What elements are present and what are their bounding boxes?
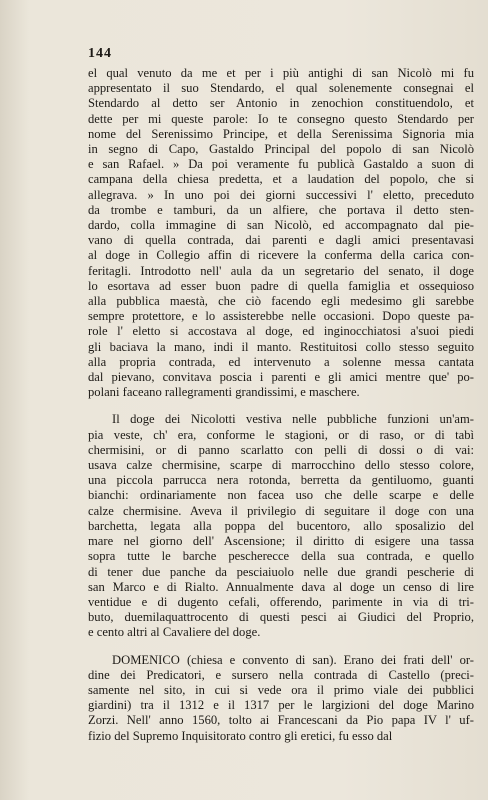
- text-line: alla pubblica maestà, che ciò facendo egli medesimo gli sarebbe: [88, 294, 474, 309]
- text-line: chermisini, or di panno scarlatto con pelli di dossi o di vai:: [88, 442, 474, 457]
- text-line: in segno di Capo, Gastaldo Principal del popolo di san Nicolò: [88, 142, 474, 157]
- text-line: dardo, colla immagine di san Nicolò, ed accompagnato dal pie-: [88, 218, 474, 233]
- text-line: samente nel sito, in cui si vede ora il primo viale dei pubblici: [88, 682, 474, 697]
- text-line: DOMENICO (chiesa e convento di san). Erano dei frati dell' or-: [112, 652, 474, 667]
- text-line: lo esortava ad esser buon padre di quella famiglia et ossequioso: [88, 278, 474, 293]
- paragraph: [88, 653, 474, 744]
- text-line: polani faceano rallegramenti grandissimi, e maschere.: [88, 385, 360, 400]
- text-line: giardini) tra il 1312 e il 1317 per le largizioni del doge Marino: [88, 698, 474, 713]
- text-line: dal pievano, convitava poscia i parenti e gli amici mentre que' po-: [88, 370, 474, 385]
- paragraph-gap: [88, 641, 474, 653]
- text-line: san Marco e di Rialto. Annualmente dava al doge un censo di lire: [88, 579, 474, 594]
- text-line: bianchi: ordinariamente non facea uso che delle scarpe e delle: [88, 488, 474, 503]
- text-line: vano di quella contrada, dai parenti e dagli amici presentavasi: [88, 233, 474, 248]
- text-line: fizio del Supremo Inquisitorato contro gli eretici, fu esso dal: [88, 728, 393, 743]
- text-line: e cento altri al Cavaliere del doge.: [88, 625, 261, 640]
- page-text: [88, 66, 474, 744]
- text-line: calze chermisine. Aveva il privilegio di seguitare il doge con una: [88, 503, 474, 518]
- text-line: Zorzi. Nell' anno 1560, tolto ai Francescani da Pio papa IV l' uf-: [88, 713, 474, 728]
- text-line: nome del Serenissimo Principe, et della Serenissima Signoria mia: [88, 126, 474, 141]
- text-line: alla propria contrada, ed intervenuto a solenne messa cantata: [88, 354, 474, 369]
- text-line: usava calze chermisine, scarpe di marrocchino dello stesso colore,: [88, 458, 474, 473]
- paragraph-gap: [88, 400, 474, 412]
- text-line: di tener due panche da pesciaiuolo nelle due grandi pescherie di: [88, 564, 474, 579]
- text-line: el qual venuto da me et per i più antighi di san Nicolò mi fu: [88, 66, 474, 80]
- text-line: feritagli. Introdotto nell' aula da un segretario del senato, il doge: [88, 263, 474, 278]
- paragraph: [88, 66, 474, 400]
- page-number: 144: [88, 46, 112, 61]
- text-line: pia veste, ch' era, conforme le stagioni, or di raso, or di tabì: [88, 427, 474, 442]
- text-line: buto, duemilaquattrocento di questi pesci ai Giudici del Proprio,: [88, 610, 474, 625]
- text-line: sempre protettore, e lo assisterebbe nelle occasioni. Dopo queste pa-: [88, 309, 474, 324]
- text-line: allegrava. » In uno poi dei giorni successivi l' eletto, preceduto: [88, 187, 474, 202]
- text-line: Stendardo al detto ser Antonio in zenochion constituendolo, et: [88, 96, 474, 111]
- paragraph: [88, 412, 474, 640]
- text-line: e san Rafael. » Da poi veramente fu publicà Gastaldo a suon di: [88, 157, 474, 172]
- text-line: da trombe e tamburi, da un alfiere, che portava il detto sten-: [88, 202, 474, 217]
- text-line: appresentato il suo Stendardo, el qual solenemente consegnai el: [88, 81, 474, 96]
- text-line: ventidue e di dugento cefali, offerendo, parimente in via di tri-: [88, 594, 474, 609]
- text-line: dine dei Predicatori, e sursero nella contrada di Castello (preci-: [88, 667, 474, 682]
- text-line: al doge in Collegio affin di ricevere la conferma della carica con-: [88, 248, 474, 263]
- text-line: barchetta, legata alla poppa del bucentoro, allo sposalizio del: [88, 518, 474, 533]
- text-line: Il doge dei Nicolotti vestiva nelle pubbliche funzioni un'am-: [112, 412, 474, 427]
- text-line: una piccola parrucca nera rotonda, berretta da gentiluomo, guanti: [88, 473, 474, 488]
- text-line: sopra tutte le barche pescherecce della sua contrada, e quello: [88, 549, 474, 564]
- text-line: mare nel giorno dell' Ascensione; il diritto di esigere una tassa: [88, 534, 474, 549]
- text-line: campana della chiesa predetta, et a laudation del popolo, che si: [88, 172, 474, 187]
- text-line: role l' eletto si accostava al doge, ed inginocchiatosi a'suoi piedi: [88, 324, 474, 339]
- text-line: gli baciava la mano, indi il manto. Restituitosi collo stesso seguito: [88, 339, 474, 354]
- text-line: dette per mi queste parole: Io te consegno questo Stendardo per: [88, 111, 474, 126]
